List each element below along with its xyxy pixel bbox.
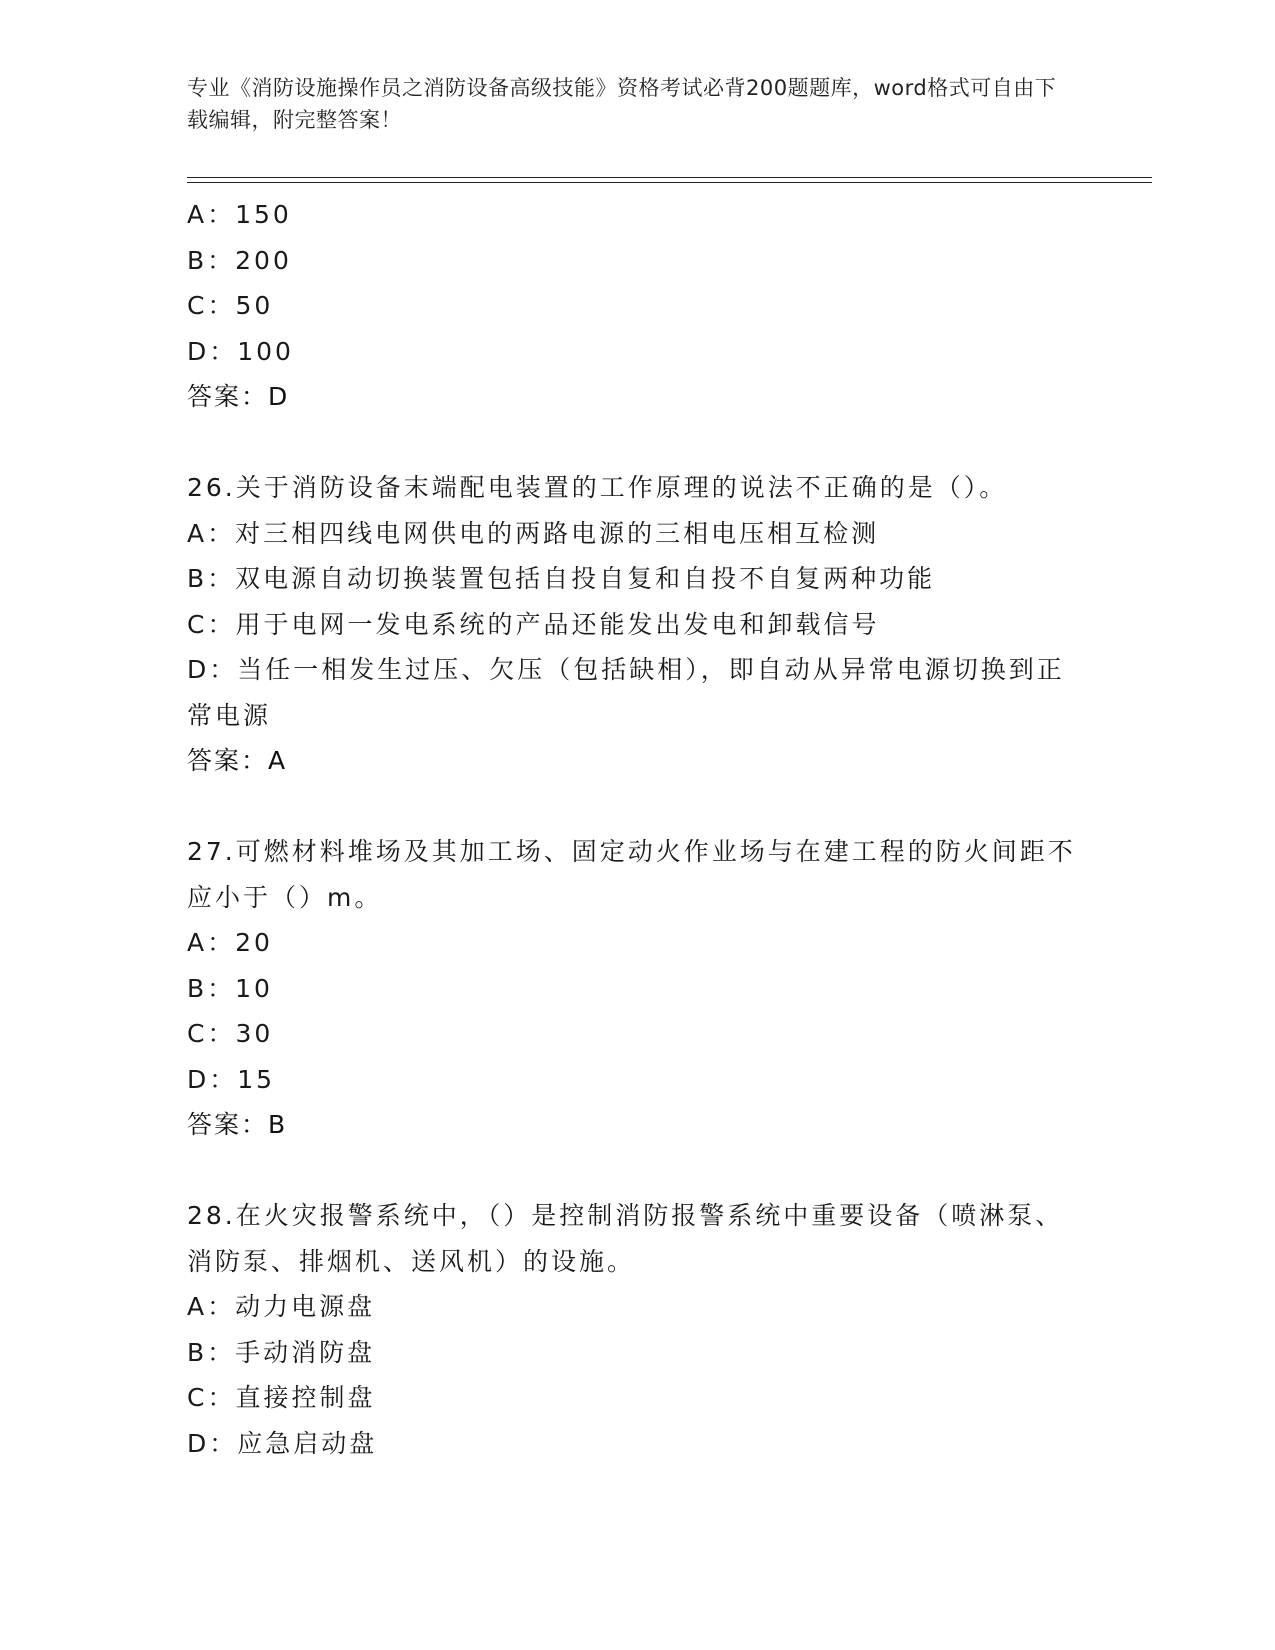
option-c: C：50: [187, 291, 274, 320]
answer-line: 答案：B: [187, 1110, 288, 1139]
spacer: [187, 1148, 1087, 1194]
header-divider-top: [187, 177, 1152, 178]
answer-line: 答案：D: [187, 382, 290, 411]
question-stem: 26.关于消防设备末端配电装置的工作原理的说法不正确的是（）。: [187, 473, 1008, 502]
option-b: B：手动消防盘: [187, 1337, 376, 1367]
spacer: [187, 420, 1087, 466]
option-a: A：动力电源盘: [187, 1292, 376, 1321]
option-b: B：10: [187, 973, 273, 1003]
option-a: A：20: [187, 928, 273, 957]
spacer: [187, 784, 1087, 830]
document-header: 专业《消防设施操作员之消防设备高级技能》资格考试必背200题题库，word格式可自由下载编辑，附完整答案！: [187, 76, 1057, 132]
question-stem: 27.可燃材料堆场及其加工场、固定动火作业场与在建工程的防火间距不应小于（）m。: [187, 837, 1076, 912]
question-stem: 28.在火灾报警系统中，（）是控制消防报警系统中重要设备（喷淋泵、消防泵、排烟机、送风机）的设施。: [187, 1201, 1064, 1276]
question-25-continued: [187, 192, 1087, 420]
question-26: [187, 465, 1087, 784]
option-a: A：150: [187, 200, 292, 229]
option-d: D：当任一相发生过压、欠压（包括缺相），即自动从异常电源切换到正常电源: [187, 655, 1065, 730]
option-c: C：30: [187, 1019, 274, 1048]
header-divider-bottom: [187, 182, 1152, 183]
option-c: C：用于电网一发电系统的产品还能发出发电和卸载信号: [187, 609, 880, 639]
option-c: C：直接控制盘: [187, 1383, 376, 1412]
option-d: D：应急启动盘: [187, 1428, 378, 1458]
option-a: A：对三相四线电网供电的两路电源的三相电压相互检测: [187, 518, 880, 548]
answer-line: 答案：A: [187, 746, 288, 775]
question-list: [187, 192, 1087, 1466]
option-b: B：双电源自动切换装置包括自投自复和自投不自复两种功能: [187, 564, 936, 593]
option-d: D：100: [187, 336, 294, 366]
option-d: D：15: [187, 1064, 276, 1094]
option-b: B：200: [187, 245, 292, 275]
question-28: [187, 1193, 1087, 1466]
question-27: [187, 829, 1087, 1148]
